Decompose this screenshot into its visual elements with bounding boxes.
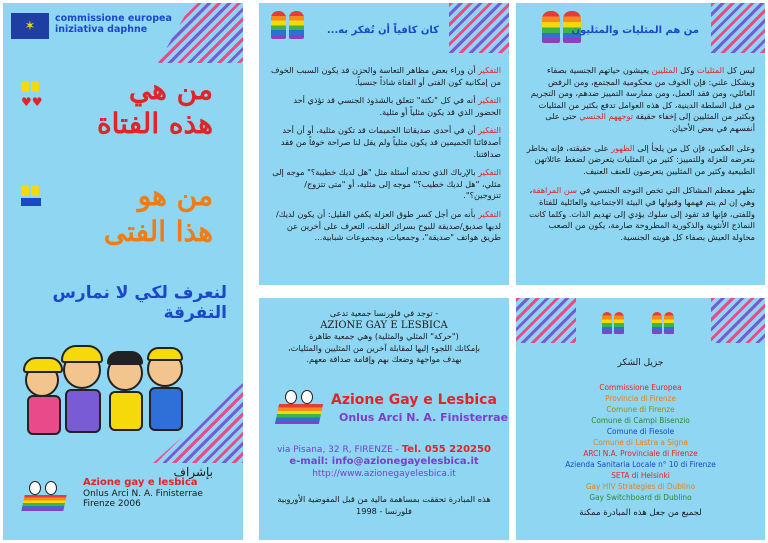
org-place: Firenze 2006 <box>83 499 141 509</box>
mini-couple-hearts: ♥♥ <box>21 95 43 109</box>
credit-item: Provincia di Firenze <box>605 393 676 403</box>
s3-label: سن المراهقة <box>532 185 577 196</box>
boy-question-1: من هو <box>137 179 213 212</box>
s2a: وعلى العكس، فإن كل من يلجأ إلى <box>637 142 755 153</box>
eu-line2: iniziativa daphne <box>55 24 148 35</box>
p3-text: أن في أحدى صديقاتنا الحميمات قد تكون مثلية، أو أن أحد أصدقائنا الحميمين قد يكون مثلياً ولم يقل لنا صراحة خوفاً من فقد صداقتنا. <box>280 125 501 159</box>
s1-label3: توجههم الجنسي <box>579 111 634 122</box>
credit-item: Gay HIV Strategies di Dublino <box>585 481 696 491</box>
cartoon-children-illustration <box>23 333 188 453</box>
mini-couple-legs <box>21 198 41 206</box>
contact-intro4: بهدف مواجهة وضعك بهم وإقامة صداقة معهم. <box>306 354 462 365</box>
who-panel <box>516 3 765 285</box>
credit-item: Comune di Firenze <box>606 404 675 414</box>
s1c: يعيشون حياتهم الجنسية بصفاء وبشكل علني: فإن الخوف من محكومية المجتمع، ومن الرفض العائلي، ومن فقد العمل، ومن ممارسة التمييز ضدهم، ومن التجريم من قبل السلطة الدينية، كل هذه العوامل تدفع بكثير من المثليات وبكثير من المثليين إلى إخفاء حقيقة <box>530 65 755 122</box>
slogan: لنعرف لكي لا نمارس التفرقة <box>52 283 227 323</box>
s1b: وكل <box>680 65 695 75</box>
credit-item: Azienda Sanitaria Locale n° 10 di Firenze <box>565 459 716 469</box>
contact-logo-title: Azione Gay e Lesbica <box>331 392 497 408</box>
who-stripes <box>711 3 765 53</box>
thanks-footer: لجميع من جعل هذه المبادرة ممكنة <box>579 508 702 518</box>
org-name: Azione gay e lesbica <box>83 477 198 488</box>
contact-tel: Tel. 055 220250 <box>401 444 491 455</box>
eu-line1: commissione europea <box>55 13 172 24</box>
credit-item: SETA di Helsinki <box>611 470 670 480</box>
cover-panel <box>3 3 243 540</box>
p3-label: التفكير <box>478 125 501 136</box>
contact-address: via Pisana, 32 R, FIRENZE - <box>277 445 399 455</box>
thanks-stripes-left <box>516 298 576 343</box>
sponsor-label: بإشراف <box>173 465 213 479</box>
p1-text: أن وراء بعض مظاهر التعاسة والحزن قد يكون السبب الخوف من إمكانية كون الفتى أو الفتاة شاذاً جنسياً. <box>270 65 501 87</box>
org-caps: AZIONE GAY E LESBICA <box>320 319 448 331</box>
thanks-panel <box>516 298 765 540</box>
s1-label1: المثليات <box>696 65 725 75</box>
p5-label: التفكير <box>478 208 501 219</box>
s1a: ليس كل <box>726 65 755 75</box>
s3a: تظهر معظم المشاكل التي تخص التوجه الجنسي في <box>579 185 755 196</box>
credit-item: Gay Switchboard di Dublino <box>589 492 692 502</box>
heading-stripes <box>449 3 509 53</box>
think-panel <box>259 3 509 285</box>
p2-label: التفكير <box>478 95 501 106</box>
credit-item: Comune di Campi Bisenzio <box>591 415 690 425</box>
org-sub: Onlus Arci N. A. Finisterrae <box>83 488 203 499</box>
s1d: حتى على أنفسهم في بعض الأحيان. <box>545 111 755 133</box>
contact-url[interactable]: http://www.azionegayelesbica.it <box>312 469 456 479</box>
credit-list <box>516 382 765 503</box>
contact-panel <box>259 298 509 540</box>
boy-question-2: هذا الفتى <box>103 215 213 248</box>
contact-logo-icon <box>277 390 321 426</box>
think-heading: كان كافياً أن تُفكر به... <box>326 25 439 36</box>
rainbow-couple-icon <box>271 11 305 39</box>
p2-text: أنه في كل "نكتة" تتعلق بالشذوذ الجنسي قد تؤذي أحد الحضور الذي قد يكون مثلياً أو مثلية. <box>293 95 501 117</box>
s2-label: الظهور <box>611 142 635 153</box>
rainbow-pairs-icon <box>602 312 682 336</box>
p4-label: التفكير <box>478 167 501 178</box>
thanks-stripes-right <box>711 298 765 343</box>
org-logo-icon <box>23 481 65 513</box>
credit-item: ARCI N.A. Provinciale di Firenze <box>583 448 698 458</box>
s1-label2: المثليين <box>651 65 678 75</box>
funding-date: فلورنسا - 1998 <box>356 505 412 516</box>
girl-question-1: من هي <box>128 73 213 106</box>
mini-couple-girls <box>21 77 39 96</box>
p1-label: التفكير <box>478 65 501 75</box>
thanks-heading: جزيل الشكر <box>617 358 664 368</box>
contact-intro1: - توجد في فلورنسا جمعية تدعى <box>329 308 439 318</box>
credit-item: Comune di Fiesole <box>606 426 675 436</box>
contact-intro3: بإمكانك اللجوء إليها لمقابلة آخرين من المثليين والمثليات، <box>288 342 480 353</box>
credit-item: Commissione Europea <box>599 382 682 392</box>
credit-item: Comune di Lastra a Signa <box>593 437 688 447</box>
who-heading: من هم المثليات والمثليون <box>571 25 699 36</box>
eu-flag: ✶ <box>11 13 49 39</box>
p4-text: بالإرباك الذي تحدثه أسئلة مثل "هل لديك خطيبة؟" موجه إلى مثلي، "هل لديك خطيب؟" موجه إلى مثلية، أو "متى تتزوج/تتزوجين؟". <box>272 167 501 201</box>
s2b: على حقيقته، فإنه يخاطر بتعرضه للعزلة وللتمييز: كثير من المثليات يتعرضن لضغط عائلاتهن الطبيعية وكثير من المثليين يتعرضون للعنف العنيف. <box>526 142 755 176</box>
contact-intro2: ("حركة" المثلي والمثلية) وهي جمعية طاهرة <box>309 331 459 342</box>
s3b: ، وهي إن لم يتم فهمها وقبولها في البيئة الاجتماعية والعائلية للفتاة وللفتى، فإنها قد تقود إلى سلوك يؤدي إلى تهديم الذات. وكلما كانت النماذج الأنثوية والذكورية المطروحة صارمة، يكون من الصعب محاولة العيش بصفاء كل هويته الجنسية. <box>529 185 755 242</box>
contact-email[interactable]: e-mail: info@azionegayelesbica.it <box>289 456 479 467</box>
girl-question-2: هذه الفتاة <box>96 107 213 140</box>
p5-text: بأنه من أجل كسر طوق العزلة يكفي القليل: أن يكون لديك/لديها صديق/صديقة للبوح بسرائر القلب، التعرف على أخرين عن طريق هواتف "صديقة"، وجمعيات، ومجموعات شبابية... <box>276 208 501 243</box>
contact-logo-sub: Onlus Arci N. A. Finisterrae <box>339 411 509 424</box>
funding-note: هذه المبادرة تحققت بمساهمة مالية من قبل المفوضية الأوروبية <box>277 494 491 504</box>
